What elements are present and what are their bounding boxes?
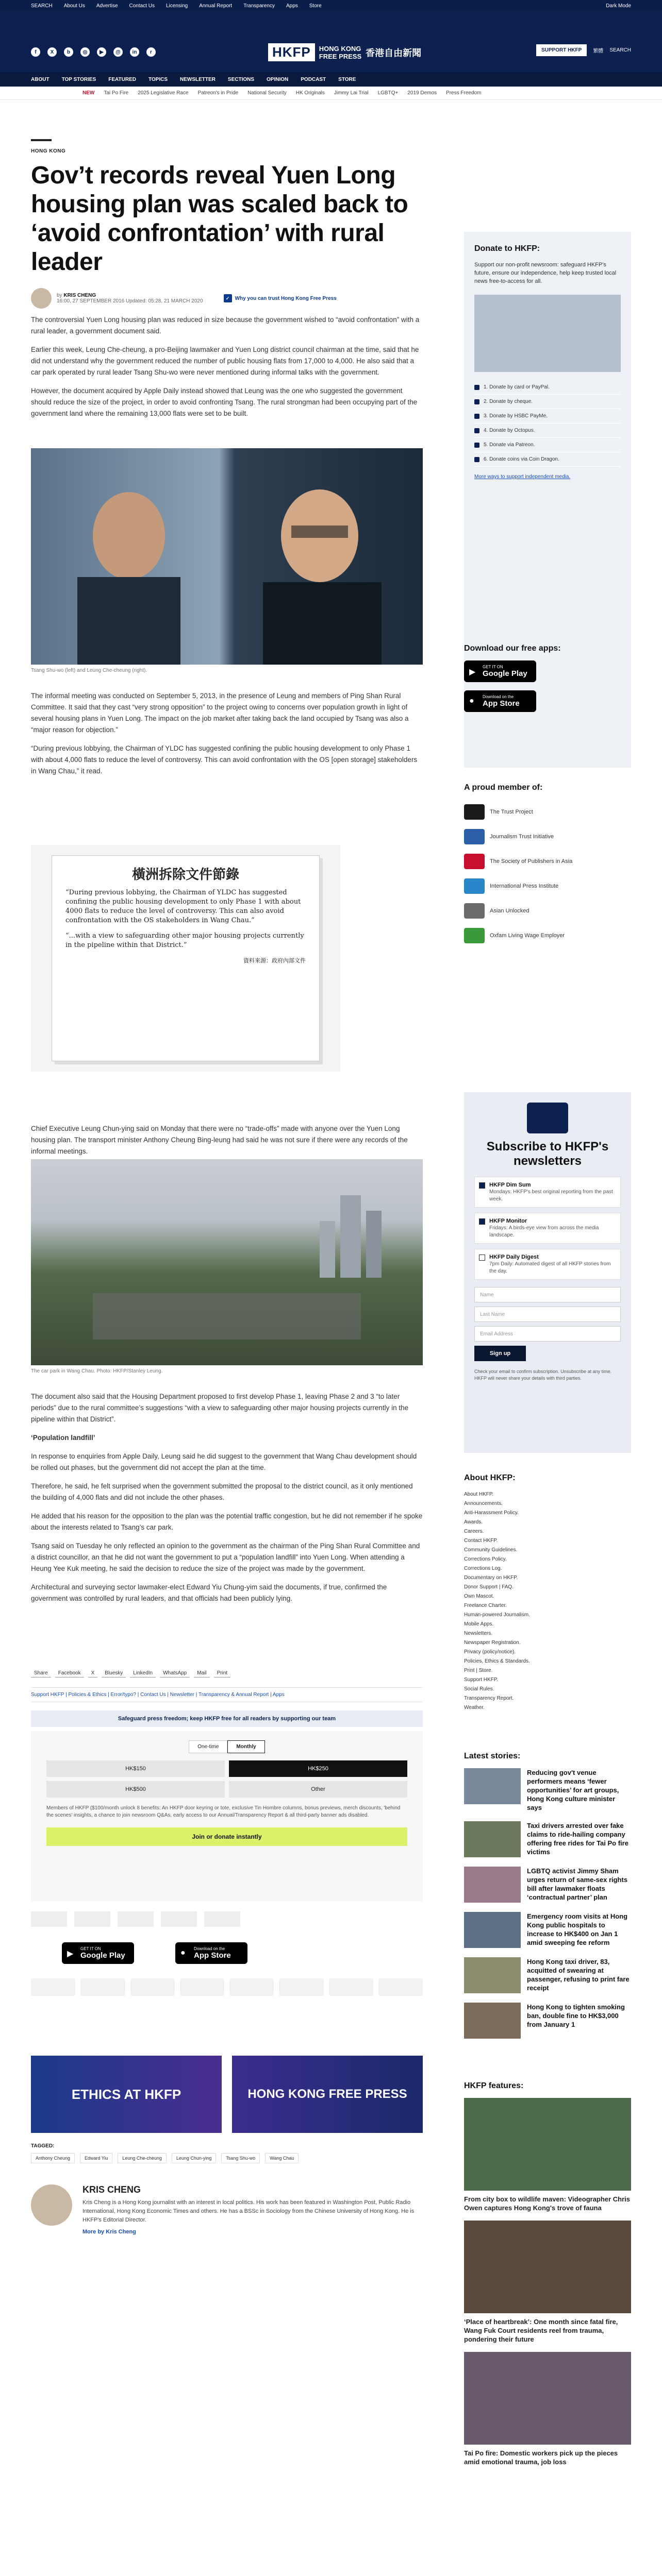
- nav-opinion[interactable]: OPINION: [267, 76, 289, 82]
- features-heading: HKFP features:: [464, 2081, 524, 2090]
- signup-button[interactable]: Sign up: [474, 1346, 526, 1361]
- newsletter-desc: Mondays: HKFP's best original reporting from the past week.: [489, 1189, 613, 1202]
- top-bar: [0, 0, 662, 11]
- paragraph: He added that his reason for the opposition to the plan was the potential traffic congestion, but he did not remember if he spoke about the interests related to Tsang’s car park.: [31, 1512, 423, 1531]
- advertise-link[interactable]: Advertise: [96, 3, 118, 9]
- more-ways-link[interactable]: More ways to support independent media.: [474, 474, 571, 480]
- feature-title[interactable]: Tai Po fire: Domestic workers pick up the pieces amid emotional trauma, job loss: [464, 2449, 618, 2466]
- about-link[interactable]: Corrections Policy.: [464, 1556, 507, 1562]
- newsletter-note: Check your email to confirm subscription. Unsubscribe at any time. HKFP will never share your details with third parties.: [474, 1369, 612, 1381]
- ipi-logo: [161, 1911, 197, 1927]
- site-logo[interactable]: [268, 43, 421, 61]
- paragraph: Architectural and surveying sector lawmaker-elect Edward Yiu Chung-yim said the documents, if true, confirmed the government was controlled by rural leaders, and that officials had been publicly lying.: [31, 1583, 387, 1602]
- apps-heading: Download our free apps:: [464, 644, 561, 653]
- amount-option[interactable]: HK$500: [46, 1781, 225, 1798]
- story-thumbnail: [464, 2003, 521, 2039]
- more-by-author-link[interactable]: More by Kris Cheng: [82, 2229, 136, 2235]
- google-play-icon: ▶: [67, 1950, 74, 1958]
- google-play-label: Google Play: [483, 669, 527, 678]
- publish-dates: 16:00, 27 SEPTEMBER 2016 Updated: 05:28, 21 MARCH 2020: [57, 298, 203, 304]
- about-link[interactable]: Privacy (policy/notice).: [464, 1649, 516, 1655]
- features-panel: [464, 2081, 631, 2466]
- paragraph: In response to enquiries from Apple Daily, Leung said he did suggest to the government that Wang Chau development should be rolled out phases, but the government did not accept the plan at the time.: [31, 1452, 417, 1471]
- trending-link[interactable]: 2019 Demos: [407, 90, 437, 96]
- article-header: [31, 139, 454, 309]
- feature-title[interactable]: From city box to wildlife maven: Videographer Chris Owen captures Hong Kong's trove of fauna: [464, 2195, 630, 2212]
- tag-chip[interactable]: Edward Yiu: [80, 2153, 113, 2163]
- document-source: 資料來源：政府內部文件: [243, 957, 306, 964]
- checkbox[interactable]: [479, 1182, 485, 1189]
- trending-link[interactable]: HK Originals: [295, 90, 325, 96]
- payme-icon: [474, 414, 479, 419]
- about-link[interactable]: Newsletters.: [464, 1631, 493, 1636]
- trust-link[interactable]: [224, 294, 337, 302]
- amex-icon: [180, 1978, 224, 1996]
- apps-link[interactable]: Apps: [286, 3, 298, 9]
- about-link[interactable]: Careers.: [464, 1529, 484, 1534]
- app-store-small: Download on the: [194, 1946, 225, 1951]
- share-whatsapp-button[interactable]: WhatsApp: [160, 1669, 190, 1677]
- feature-image[interactable]: [464, 2098, 631, 2191]
- article-photo-politicians: [31, 448, 423, 665]
- latest-stories-panel: [464, 1752, 631, 2048]
- about-link[interactable]: Community Guidelines.: [464, 1547, 518, 1553]
- main-nav: [0, 72, 662, 87]
- newsletter-panel: [464, 1092, 631, 1453]
- contact-link[interactable]: Contact Us: [129, 3, 155, 9]
- membership-panel: [464, 783, 631, 948]
- about-link[interactable]: Anti-Harassment Policy.: [464, 1510, 519, 1516]
- newsletter-name: HKFP Daily Digest: [489, 1254, 539, 1260]
- print-button[interactable]: Print: [214, 1669, 231, 1677]
- google-play-small: GET IT ON: [483, 665, 503, 669]
- amount-other[interactable]: Other: [229, 1781, 407, 1798]
- member-org[interactable]: [464, 874, 631, 899]
- about-panel: [464, 1473, 631, 1713]
- header-rule: [31, 139, 52, 141]
- paragraph: However, the document acquired by Apple Daily instead showed that Leung was the one who suggested the government should reduce the size of the project, in order to avoid confronting Tsang. The rural strongman had been occupying part of the government land where the remaining 13,000 flats were set to be built.: [31, 387, 418, 417]
- rss-icon[interactable]: r: [146, 47, 156, 57]
- paragraph: “During previous lobbying, the Chairman of YLDC has suggested confining the public housing development to only Phase 1 with about 4,000 flats to reduce the level of controversy. This can avoid confrontation with the OS [open storage] stakeholders in Wang Chau,” it read.: [31, 744, 418, 775]
- tag-chip[interactable]: Leung Chun-ying: [172, 2153, 217, 2163]
- share-x-button[interactable]: X: [88, 1669, 98, 1677]
- tab-one-time[interactable]: One-time: [189, 1740, 227, 1753]
- first-name-input[interactable]: Name: [474, 1287, 621, 1302]
- member-name: Journalism Trust Initiative: [490, 834, 554, 840]
- about-link[interactable]: Social Rules.: [464, 1686, 494, 1692]
- feature-image[interactable]: [464, 2352, 631, 2445]
- nav-podcast[interactable]: PODCAST: [301, 76, 326, 82]
- ethics-promo-banner[interactable]: ETHICS AT HKFP: [31, 2056, 222, 2133]
- membership-note: Members of HKFP ($100/month unlock 8 benefits: An HKFP door keyring or tote, exclusive Tin Hombre columns, bonus previews, merch discounts, 'behind the scenes' insights, a chance to join newsroom Q&As, early access to our Annual/Transparency Report & all third-party banner ads disabled.: [46, 1805, 401, 1818]
- logo-wordmark: [319, 45, 361, 60]
- newsletter-title: Subscribe to HKFP's newsletters: [486, 1140, 609, 1168]
- facebook-icon[interactable]: f: [31, 47, 40, 57]
- donate-option[interactable]: [474, 438, 621, 452]
- nav-featured[interactable]: FEATURED: [108, 76, 136, 82]
- share-mail-button[interactable]: Mail: [194, 1669, 209, 1677]
- byline-text: by KRIS CHENG 16:00, 27 SEPTEMBER 2016 Updated: 05:28, 21 MARCH 2020: [57, 293, 203, 304]
- donate-option-label: 6. Donate coins via Coin Dragon.: [484, 456, 559, 462]
- share-facebook-button[interactable]: Facebook: [55, 1669, 84, 1677]
- about-link[interactable]: Corrections Log.: [464, 1566, 502, 1571]
- member-org[interactable]: [464, 899, 631, 923]
- mastercard-icon: [31, 1978, 75, 1996]
- google-play-label: Google Play: [80, 1951, 125, 1960]
- donate-option-label: 5. Donate via Patreon.: [484, 442, 535, 448]
- trending-link[interactable]: 2025 Legislative Race: [138, 90, 189, 96]
- ipi-icon: [464, 878, 485, 894]
- member-org[interactable]: [464, 849, 631, 874]
- about-link[interactable]: Human-powered Journalism.: [464, 1612, 530, 1618]
- sidebar-app-store-button[interactable]: [464, 690, 536, 712]
- story-item[interactable]: [464, 2003, 631, 2039]
- app-store-button[interactable]: [175, 1942, 247, 1964]
- tag-chip[interactable]: Anthony Cheung: [31, 2153, 75, 2163]
- story-title: Hong Kong to tighten smoking ban, double fine to HK$3,000 from January 1: [527, 2003, 625, 2028]
- share-bar: [31, 1669, 230, 1677]
- about-link[interactable]: Support HKFP.: [464, 1677, 498, 1683]
- members-heading: A proud member of:: [464, 783, 543, 792]
- share-linkedin-button[interactable]: LinkedIn: [130, 1669, 156, 1677]
- app-store-small: Download on the: [483, 694, 514, 699]
- photo-caption: The car park in Wang Chau. Photo: HKFP/Stanley Leung.: [31, 1368, 163, 1374]
- feature-image[interactable]: [464, 2221, 631, 2313]
- transparency-link[interactable]: Transparency: [243, 3, 275, 9]
- apps-panel: [464, 644, 631, 712]
- about-link[interactable]: Transparency Report.: [464, 1696, 514, 1701]
- amount-grid: [46, 1760, 407, 1798]
- jcb-icon: [229, 1978, 274, 1996]
- member-name: Oxfam Living Wage Employer: [490, 933, 565, 939]
- donate-option-label: 2. Donate by cheque.: [484, 399, 533, 404]
- tags-section: [31, 2143, 423, 2166]
- byline: [31, 288, 454, 309]
- asian-unlocked-icon: [464, 903, 485, 919]
- article-body-top: [31, 314, 423, 427]
- author-bio-name[interactable]: KRIS CHENG: [82, 2184, 141, 2195]
- paragraph: Tsang said on Tuesday he only reflected an opinion to the government as the chairman of the Ping Shan Rural Committee and a district councillor, an that he did not want the government to put a “population landfill” into Yuen Long. When attending a Heung Yee Kuk meeting, he said the decision to reduce the size of the project was made by the government.: [31, 1542, 420, 1572]
- google-play-icon: ▶: [469, 668, 476, 676]
- nav-sections[interactable]: SECTIONS: [227, 76, 255, 82]
- newsletter-desc: Fridays: A birds-eye view from across the media landscape.: [489, 1225, 599, 1238]
- document-paper: [52, 855, 320, 1061]
- google-play-small: GET IT ON: [80, 1946, 101, 1951]
- logo-line1: HONG KONG: [319, 44, 361, 53]
- about-heading: About HKFP:: [464, 1473, 516, 1482]
- author-bio-text: Kris Cheng is a Hong Kong journalist with an interest in local politics. His work has been featured in Washington Post, Public Radio International, Hong Kong Economic Times and others. He has a BSSc in Sociology from the Chinese University of Hong Kong. He is HKFP's Editorial Director.: [82, 2199, 415, 2223]
- apple-icon: ●: [180, 1948, 186, 1957]
- newsletter-name: HKFP Dim Sum: [489, 1182, 531, 1188]
- about-link[interactable]: Contact HKFP.: [464, 1538, 498, 1544]
- amount-option[interactable]: HK$150: [46, 1760, 225, 1777]
- story-title: Taxi drivers arrested over fake claims to ride-hailing company offering free rides for Tai Po fire victims: [527, 1822, 628, 1856]
- instagram-icon[interactable]: ◎: [80, 47, 90, 57]
- trending-link[interactable]: Jimmy Lai Trial: [334, 90, 369, 96]
- photo-illustration: [31, 448, 423, 665]
- trust-project-logo: [31, 1911, 67, 1927]
- story-item[interactable]: [464, 1768, 631, 1812]
- tagged-label: TAGGED:: [31, 2143, 55, 2149]
- donate-option[interactable]: [474, 380, 621, 395]
- about-link[interactable]: Print | Store.: [464, 1668, 493, 1673]
- licensing-link[interactable]: Licensing: [166, 3, 188, 9]
- article-body-bottom: [31, 1391, 423, 1612]
- document-title: 橫洲拆除文件節錄: [131, 867, 239, 883]
- hkfp-promo-banner[interactable]: HONG KONG FREE PRESS: [232, 2056, 423, 2133]
- story-thumbnail: [464, 1821, 521, 1857]
- story-thumbnail: [464, 1912, 521, 1948]
- article-body-mid2: [31, 1123, 423, 1164]
- partner-logos: [31, 1911, 423, 1927]
- tag-chip[interactable]: Tsang Shu-wo: [221, 2153, 260, 2163]
- article-photo-car-park: [31, 1159, 423, 1365]
- story-thumbnail: [464, 1867, 521, 1903]
- paragraph: Therefore, he said, he felt surprised when the government submitted the proposal to the district council, as it only mentioned the building of 4,000 flats and did not include the other phases.: [31, 1482, 413, 1501]
- story-item[interactable]: [464, 1912, 631, 1948]
- masthead: [0, 11, 662, 72]
- about-link[interactable]: Documentary on HKFP.: [464, 1575, 518, 1581]
- about-link[interactable]: About Us: [63, 3, 85, 9]
- story-title: Emergency room visits at Hong Kong public hospitals to increase to HK$400 on Jan 1 amid sweeping fee reform: [527, 1912, 628, 1946]
- frequency-tabs: [46, 1740, 407, 1753]
- donate-option-label: 4. Donate by Octopus.: [484, 428, 535, 433]
- tag-chip[interactable]: Wang Chau: [265, 2153, 299, 2163]
- social-icons: [31, 47, 156, 57]
- checkbox[interactable]: [479, 1255, 485, 1261]
- donate-option-label: 1. Donate by card or PayPal.: [484, 384, 550, 390]
- trust-project-icon: [464, 804, 485, 820]
- story-item[interactable]: [464, 1957, 631, 1993]
- applepay-icon: [329, 1978, 373, 1996]
- app-store-label: App Store: [194, 1951, 231, 1960]
- search-button[interactable]: SEARCH: [609, 47, 631, 53]
- category-kicker[interactable]: HONG KONG: [31, 148, 66, 154]
- patreon-icon: [474, 443, 479, 448]
- last-name-input[interactable]: Last Name: [474, 1307, 621, 1322]
- x-icon[interactable]: X: [47, 47, 57, 57]
- author-bio: [31, 2184, 423, 2235]
- logo-mark: HKFP: [268, 43, 315, 61]
- envelope-icon: [527, 1103, 568, 1133]
- story-title: LGBTQ activist Jimmy Sham urges return of same-sex rights bill after lawmaker floats ‘contractual partner’ plan: [527, 1867, 628, 1901]
- trending-link[interactable]: Tai Po Fire: [104, 90, 129, 96]
- store-link[interactable]: Store: [309, 3, 322, 9]
- about-link[interactable]: Donor Support | FAQ.: [464, 1584, 514, 1590]
- nav-top-stories[interactable]: TOP STORIES: [61, 76, 96, 82]
- member-org[interactable]: [464, 800, 631, 824]
- donate-option-label: 3. Donate by HSBC PayMe.: [484, 413, 548, 419]
- nav-store[interactable]: STORE: [338, 76, 356, 82]
- threads-icon[interactable]: @: [113, 47, 123, 57]
- unionpay-icon: [279, 1978, 323, 1996]
- trending-nav: [0, 87, 662, 100]
- donate-option[interactable]: [474, 395, 621, 409]
- youtube-icon[interactable]: ▶: [97, 47, 106, 57]
- document-quote: “During previous lobbying, the Chairman of YLDC has suggested confining the public housing development to only Phase 1 with about 4000 flats to reduce the level of controversy. This can also avoid confrontation with the OS stakeholders in Wang Chau.”: [65, 889, 301, 924]
- oxfam-logo: [204, 1911, 240, 1927]
- story-item[interactable]: [464, 1867, 631, 1903]
- story-title: Reducing gov't venue performers means ‘fewer opportunities’ for art groups, Hong Kong culture minister says: [527, 1769, 619, 1811]
- join-donate-button[interactable]: Join or donate instantly: [46, 1827, 407, 1846]
- annual-report-link[interactable]: Annual Report: [199, 3, 233, 9]
- sopa-logo: [118, 1911, 154, 1927]
- member-org[interactable]: [464, 824, 631, 849]
- paragraph: The controversial Yuen Long housing plan was reduced in size because the government wished to “avoid confrontation” with a rural leader, a government document said.: [31, 316, 420, 335]
- donate-heading: Donate to HKFP:: [474, 244, 540, 253]
- feature-title[interactable]: ‘Place of heartbreak’: One month since fatal fire, Wang Fuk Court residents reel from trauma, pondering their future: [464, 2318, 618, 2343]
- photo-caption: Tsang Shu-wo (left) and Leung Che-cheung (right).: [31, 668, 147, 673]
- member-name: International Press Institute: [490, 883, 559, 889]
- paragraph: Earlier this week, Leung Che-cheung, a pro-Beijing lawmaker and Yuen Long district council chairman at the time, said that he did not understand why the government reduced the number of public housing flats from 17,000 to 4,000. He also said that a car park operated by rural leader Tsang Shu-wo were never mentioned during informal talks with the government.: [31, 346, 419, 376]
- new-label: NEW: [82, 90, 95, 96]
- about-link[interactable]: Mobile Apps.: [464, 1621, 494, 1627]
- trust-text: Why you can trust Hong Kong Free Press: [235, 295, 337, 301]
- donate-description: Support our non-profit newsroom: safeguard HKFP's future, ensure our independence, help keep trusted local news free-to-access for all.: [474, 262, 617, 284]
- checkbox[interactable]: [479, 1218, 485, 1225]
- about-link[interactable]: Weather.: [464, 1705, 485, 1710]
- amount-option-selected[interactable]: HK$250: [229, 1760, 407, 1777]
- about-link[interactable]: Policies, Ethics & Standards.: [464, 1658, 530, 1664]
- story-thumbnail: [464, 1957, 521, 1993]
- subheading: ‘Population landfill’: [31, 1434, 95, 1442]
- press-freedom-banner[interactable]: Safeguard press freedom; keep HKFP free for all readers by supporting our team: [31, 1710, 423, 1727]
- newsletter-desc: 7pm Daily: Automated digest of all HKFP stories from the day.: [489, 1261, 611, 1274]
- masthead-actions: [536, 44, 631, 56]
- donate-image: [474, 295, 621, 372]
- donate-option[interactable]: [474, 409, 621, 423]
- story-item[interactable]: [464, 1821, 631, 1857]
- headline: Gov’t records reveal Yuen Long housing plan was scaled back to ‘avoid confrontation’ with rural leader: [31, 162, 408, 276]
- trust-icon: ✓: [224, 294, 232, 302]
- about-link[interactable]: Awards.: [464, 1519, 483, 1525]
- author-name[interactable]: KRIS CHENG: [63, 293, 96, 298]
- support-links[interactable]: Support HKFP | Policies & Ethics | Error/typo? | Contact Us | Newsletter | Transparency & Annual Report | Apps: [31, 1687, 423, 1702]
- author-bio-content: [82, 2184, 423, 2235]
- trending-link[interactable]: LGBTQ+: [377, 90, 399, 96]
- member-org[interactable]: [464, 923, 631, 948]
- trending-link[interactable]: Patreon's in Pride: [197, 90, 239, 96]
- apple-icon: ●: [469, 697, 474, 705]
- donate-option[interactable]: [474, 452, 621, 467]
- about-list: [464, 1490, 631, 1713]
- cheque-icon: [474, 399, 479, 404]
- newsletter-option[interactable]: [474, 1213, 621, 1244]
- newsletter-name: HKFP Monitor: [489, 1218, 527, 1224]
- trending-link[interactable]: Press Freedom: [446, 90, 482, 96]
- language-toggle[interactable]: 繁體: [593, 48, 604, 54]
- newsletter-option[interactable]: [474, 1249, 621, 1280]
- jti-logo: [74, 1911, 110, 1927]
- member-name: The Society of Publishers in Asia: [490, 858, 573, 865]
- oxfam-icon: [464, 928, 485, 943]
- document-excerpt-image: [31, 845, 340, 1072]
- about-link[interactable]: Freelance Charter.: [464, 1603, 507, 1608]
- article-body-mid: [31, 690, 423, 784]
- nav-about[interactable]: ABOUT: [31, 76, 49, 82]
- octopus-icon: [474, 428, 479, 433]
- jti-icon: [464, 829, 485, 844]
- sopa-icon: [464, 854, 485, 869]
- member-name: Asian Unlocked: [490, 908, 529, 914]
- card-icon: [474, 385, 479, 390]
- newsletter-option[interactable]: [474, 1177, 621, 1208]
- latest-heading: Latest stories:: [464, 1752, 521, 1760]
- visa-icon: [130, 1978, 175, 1996]
- story-thumbnail: [464, 1768, 521, 1804]
- trending-link[interactable]: National Security: [247, 90, 287, 96]
- tab-monthly[interactable]: Monthly: [227, 1740, 264, 1753]
- app-store-label: App Store: [483, 699, 520, 708]
- donate-option[interactable]: [474, 423, 621, 438]
- paragraph: Chief Executive Leung Chun-ying said on Monday that there were no “trade-offs” made with anyone over the Yuen Long housing plan. The transport minister Anthony Cheung Bing-leung had said he was not sure if there were any records of the informal meetings.: [31, 1125, 408, 1155]
- story-title: Hong Kong taxi driver, 83, acquitted of swearing at passenger, refusing to print fare receipt: [527, 1958, 630, 1992]
- document-quote: “...with a view to safeguarding other major housing projects currently in the pipeline within that District.”: [65, 932, 304, 949]
- search-link[interactable]: SEARCH: [31, 3, 53, 9]
- about-link[interactable]: About HKFP.: [464, 1492, 494, 1497]
- stripe-icon: [80, 1978, 125, 1996]
- logo-line2: FREE PRESS: [319, 52, 362, 60]
- author-bio-avatar: [31, 2184, 72, 2226]
- tag-chip[interactable]: Leung Che-cheung: [118, 2153, 167, 2163]
- nav-topics[interactable]: TOPICS: [148, 76, 168, 82]
- gpay-icon: [378, 1978, 423, 1996]
- author-avatar: [31, 288, 52, 309]
- about-link[interactable]: Own Mascot.: [464, 1594, 494, 1599]
- paragraph: The document also said that the Housing Department proposed to first develop Phase 1, leaving Phase 2 and 3 “to later periods” due to the rural committee’s suggestions “with a view to safeguarding other major housing projects currently in the pipeline within that District”.: [31, 1393, 409, 1423]
- bluesky-icon[interactable]: b: [64, 47, 73, 57]
- share-label: Share: [31, 1669, 51, 1677]
- logo-chinese: 香港自由新聞: [366, 47, 422, 58]
- member-name: The Trust Project: [490, 809, 533, 815]
- linkedin-icon[interactable]: in: [130, 47, 139, 57]
- donation-widget: [31, 1731, 423, 1901]
- app-badges: [62, 1942, 247, 1964]
- support-hkfp-button[interactable]: SUPPORT HKFP: [536, 44, 587, 56]
- dark-mode-toggle[interactable]: Dark Mode: [606, 3, 631, 9]
- paragraph: The informal meeting was conducted on September 5, 2013, in the presence of Leung and members of Ping Shan Rural Committee. It said that they cast “very strong opposition” to the project owing to concerns over population growth in light of several housing plans in Yuen Long. The impact on the job market after taking back the land occupied by Tsang was also a “major reason for objection.”: [31, 692, 409, 734]
- nav-newsletter[interactable]: NEWSLETTER: [180, 76, 216, 82]
- photo-illustration: [31, 1159, 423, 1365]
- sidebar-google-play-button[interactable]: [464, 660, 536, 682]
- google-play-button[interactable]: [62, 1942, 134, 1964]
- about-link[interactable]: Announcements.: [464, 1501, 503, 1506]
- share-bluesky-button[interactable]: Bluesky: [102, 1669, 126, 1677]
- about-link[interactable]: Newspaper Registration.: [464, 1640, 521, 1646]
- coin-icon: [474, 457, 479, 462]
- payment-methods: [31, 1978, 423, 1996]
- email-input[interactable]: Email Address: [474, 1326, 621, 1342]
